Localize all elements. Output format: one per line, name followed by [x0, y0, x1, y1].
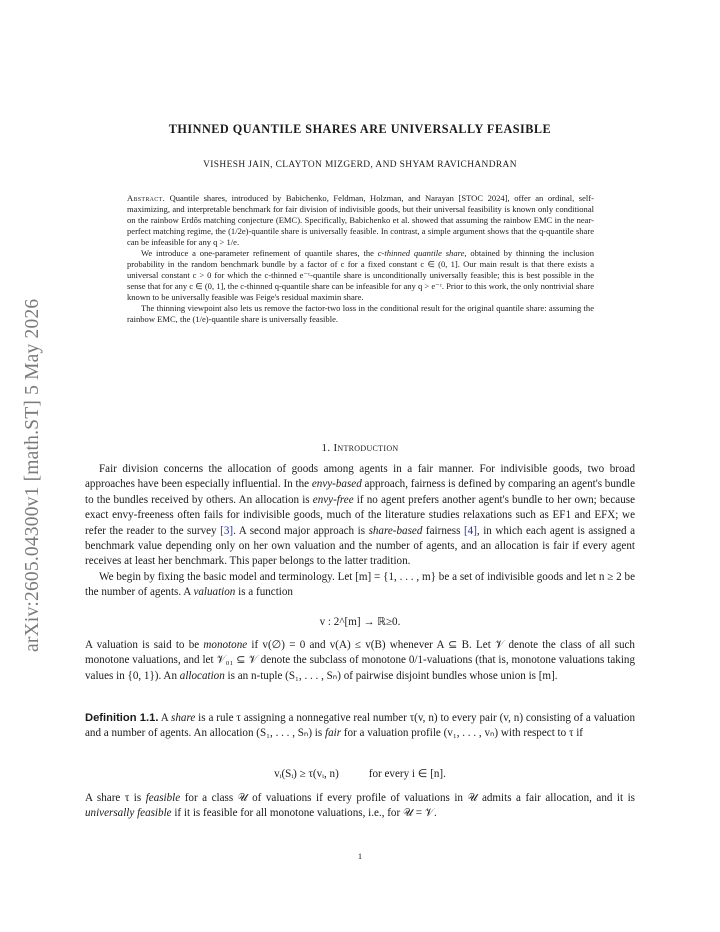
abstract-paragraph-3: The thinning viewpoint also lets us remove the factor-two loss in the conditional result for the original quantile share: assuming the rainbow EMC, the (1/e)-quantile share is universally feasible.: [127, 303, 594, 324]
intro-paragraph-1: Fair division concerns the allocation of goods among agents in a fair manner. For indivisible goods, two broad approaches have been especially influential. In the envy-based approach, fairness is defined by comparing an agent's bundle to the bundles received by others. An allocation is envy-free if no agent prefers another agent's bundle to her own; because exact envy-freeness often fails for indivisible goods, much of the literature studies relaxations such as EF1 and EFX; we refer the reader to the survey [3]. A second major approach is share-based fairness [4], in which each agent is assigned a benchmark value depending only on her own valuation and the number of agents, and an allocation is fair if every agent receives at least her benchmark. This paper belongs to the latter tradition.: [85, 463, 635, 568]
abstract-paragraph-2: We introduce a one-parameter refinement of quantile shares, the c-thinned quantile share, obtained by thinning the inclusion probability in the random benchmark bundle by a factor of c for a fixed constant c ∈ (0, 1]. Our main result is that there exists a universal constant c > 0 for which the c-thinned e⁻ᶜ-quantile share is unconditionally universally feasible; this is best possible in the sense that for any c ∈ (0, 1], the c-thinned q-quantile share can be infeasible for any q > e⁻ᶜ. Prior to this work, the only nontrivial share known to be universally feasible was Feige's residual maximin share.: [127, 248, 594, 302]
section-heading: 1. Introduction: [321, 442, 399, 454]
feasibility-paragraph: A share τ is feasible for a class 𝒰 of valuations if every profile of valuations in 𝒰 admits a fair allocation, and it is universally feasible if it is feasible for all monotone valuations, i.e., for 𝒰 = 𝒱.: [85, 792, 635, 820]
intro-text-block-2: [85, 638, 635, 684]
display-equation-fairness: vᵢ(Sᵢ) ≥ τ(vᵢ, n) for every i ∈ [n].: [274, 768, 446, 780]
citation-link[interactable]: [4]: [463, 524, 477, 537]
citation-link[interactable]: [3]: [220, 524, 234, 537]
abstract-paragraph-1: Abstract. Quantile shares, introduced by Babichenko, Feldman, Holzman, and Narayan [STOC 2024], offer an ordinal, self-maximizing, and interpretable benchmark for fair division of indivisible goods, but their universal feasibility is known only conditional on the rainbow Erdős matching conjecture (EMC). Specifically, Babichenko et al. showed that assuming the rainbow EMC in the near-perfect matching regime, the (1/2e)-quantile share is universally feasible. In contrast, a simple argument shows that the q-quantile share can be infeasible for any q > 1/e.: [127, 193, 594, 247]
author-list: VISHESH JAIN, CLAYTON MIZGERD, AND SHYAM RAVICHANDRAN: [203, 160, 517, 170]
definition-block: [85, 711, 635, 742]
arxiv-identifier: arXiv:2605.04300v1 [math.ST] 5 May 2026: [22, 298, 43, 652]
page-number: 1: [357, 851, 363, 861]
intro-paragraph-3: A valuation is said to be monotone if v(∅) = 0 and v(A) ≤ v(B) whenever A ⊆ B. Let 𝒱 denote the class of all such monotone valuations, and let 𝒱₀₁ ⊆ 𝒱 denote the subclass of monotone 0/1-valuations (that is, monotone valuations taking values in {0, 1}). An allocation is an n-tuple (S₁, . . . , Sₙ) of pairwise disjoint bundles whose union is [m].: [85, 639, 635, 682]
definition-label: Definition 1.1.: [85, 712, 159, 724]
abstract: [127, 193, 594, 325]
paper-title: THINNED QUANTILE SHARES ARE UNIVERSALLY FEASIBLE: [168, 122, 552, 136]
abstract-heading: Abstract.: [127, 193, 166, 203]
definition-followup: [85, 791, 635, 822]
display-equation-valuation: v : 2^[m] → ℝ≥0.: [319, 616, 401, 628]
intro-paragraph-2: We begin by fixing the basic model and terminology. Let [m] = {1, . . . , m} be a set of indivisible goods and let n ≥ 2 be the number of agents. A valuation is a function: [85, 570, 635, 599]
intro-text-block-1: [85, 462, 635, 601]
definition-text: Definition 1.1. A share is a rule τ assigning a nonnegative real number τ(v, n) to every pair (v, n) consisting of a valuation and a number of agents. An allocation (S₁, . . . , Sₙ) is fair for a valuation profile (v₁, . . . , vₙ) with respect to τ if: [85, 712, 635, 740]
